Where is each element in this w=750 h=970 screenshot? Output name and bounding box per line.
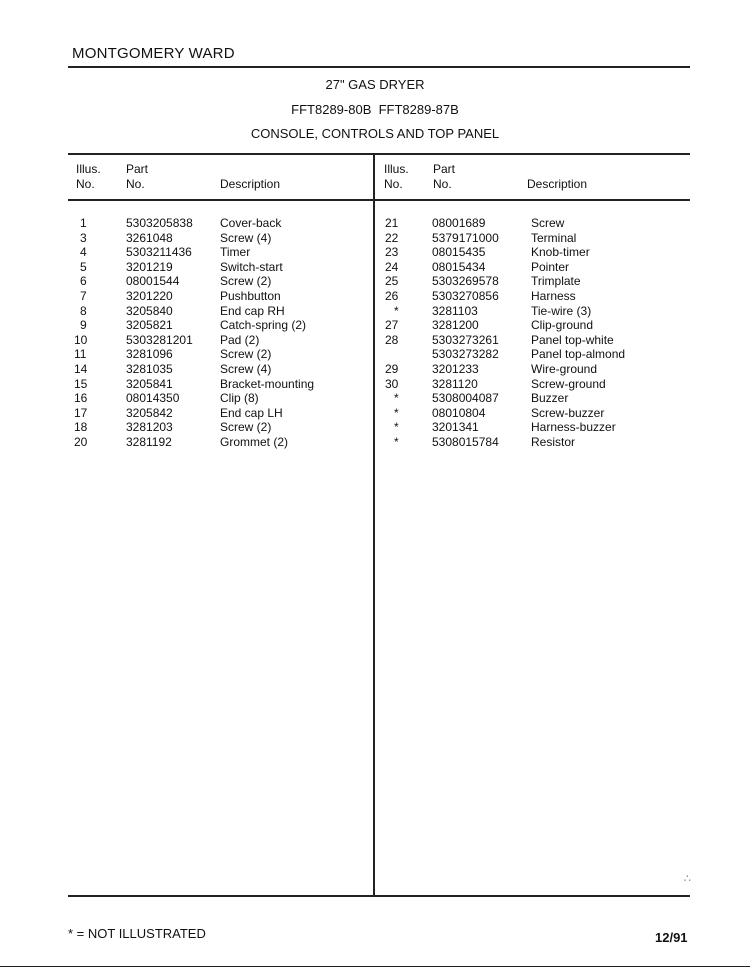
parts-row: 30 3281120 Screw-ground [385, 376, 606, 391]
left-part-header: Part No. [126, 162, 149, 191]
parts-row: 24 08015434 Pointer [385, 259, 570, 274]
parts-row: 6 08001544 Screw (2) [80, 274, 272, 289]
document-title: 27" GAS DRYER [325, 77, 425, 92]
parts-row: 29 3201233 Wire-ground [385, 361, 598, 376]
parts-row: 14 3281035 Screw (4) [74, 361, 272, 376]
parts-row: 7 3201220 Pushbutton [80, 288, 281, 303]
left-illus-header: Illus. No. [76, 162, 101, 191]
parts-list-left [72, 216, 314, 450]
revision-date: 12/91 [655, 930, 688, 945]
parts-row: 5 3201219 Switch-start [80, 259, 283, 274]
parts-row: 28 5303273261 Panel top-white [385, 332, 614, 347]
header-bottom-rule [68, 199, 690, 201]
table-top-rule [68, 153, 690, 155]
parts-row: 9 3205821 Catch-spring (2) [80, 318, 307, 333]
right-description-header: Description [527, 177, 588, 191]
parts-row: * 3201341 Harness-buzzer [394, 420, 616, 435]
model-numbers: FFT8289-80B FFT8289-87B [291, 102, 459, 117]
parts-row: 16 08014350 Clip (8) [74, 391, 259, 406]
left-description-header: Description [220, 177, 281, 191]
footnote: * = NOT ILLUSTRATED [68, 926, 206, 941]
right-part-header: Part No. [433, 162, 456, 191]
column-divider [373, 154, 375, 896]
parts-row: 17 3205842 End cap LH [74, 405, 283, 420]
parts-row: 4 5303211436 Timer [80, 245, 251, 260]
parts-row: 1 5303205838 Cover-back [80, 216, 282, 230]
parts-row: * 3281103 Tie-wire (3) [394, 303, 592, 318]
parts-row: 23 08015435 Knob-timer [385, 245, 590, 260]
parts-row: 3 3261048 Screw (4) [80, 230, 272, 245]
section-title: CONSOLE, CONTROLS AND TOP PANEL [250, 126, 500, 141]
parts-row: 21 08001689 Screw [385, 216, 565, 230]
parts-row: 10 5303281201 Pad (2) [74, 332, 260, 347]
parts-row: 25 5303269578 Trimplate [385, 274, 581, 289]
parts-row: 8 3205840 End cap RH [80, 303, 285, 318]
parts-row: 26 5303270856 Harness [385, 288, 576, 303]
parts-row: * 5308015784 Resistor [394, 434, 576, 449]
parts-row: 27 3281200 Clip-ground [385, 318, 594, 333]
parts-row: 20 3281192 Grommet (2) [74, 434, 289, 449]
parts-row: 18 3281203 Screw (2) [74, 420, 272, 435]
brand-name: MONTGOMERY WARD [72, 45, 235, 62]
page-bottom-rule [0, 966, 750, 967]
parts-row: * 08010804 Screw-buzzer [394, 405, 605, 420]
parts-row: 22 5379171000 Terminal [385, 230, 577, 245]
header-rule [68, 66, 690, 68]
parts-row: 15 3205841 Bracket-mounting [74, 376, 315, 391]
parts-row: 5303273282 Panel top-almond [432, 347, 626, 362]
scan-mark-icon: ∴ [684, 873, 691, 885]
table-bottom-rule [68, 895, 690, 897]
parts-row: * 5308004087 Buzzer [394, 391, 569, 406]
right-illus-header: Illus. No. [384, 162, 409, 191]
parts-list-right [385, 216, 625, 450]
parts-row: 11 3281096 Screw (2) [74, 347, 272, 362]
